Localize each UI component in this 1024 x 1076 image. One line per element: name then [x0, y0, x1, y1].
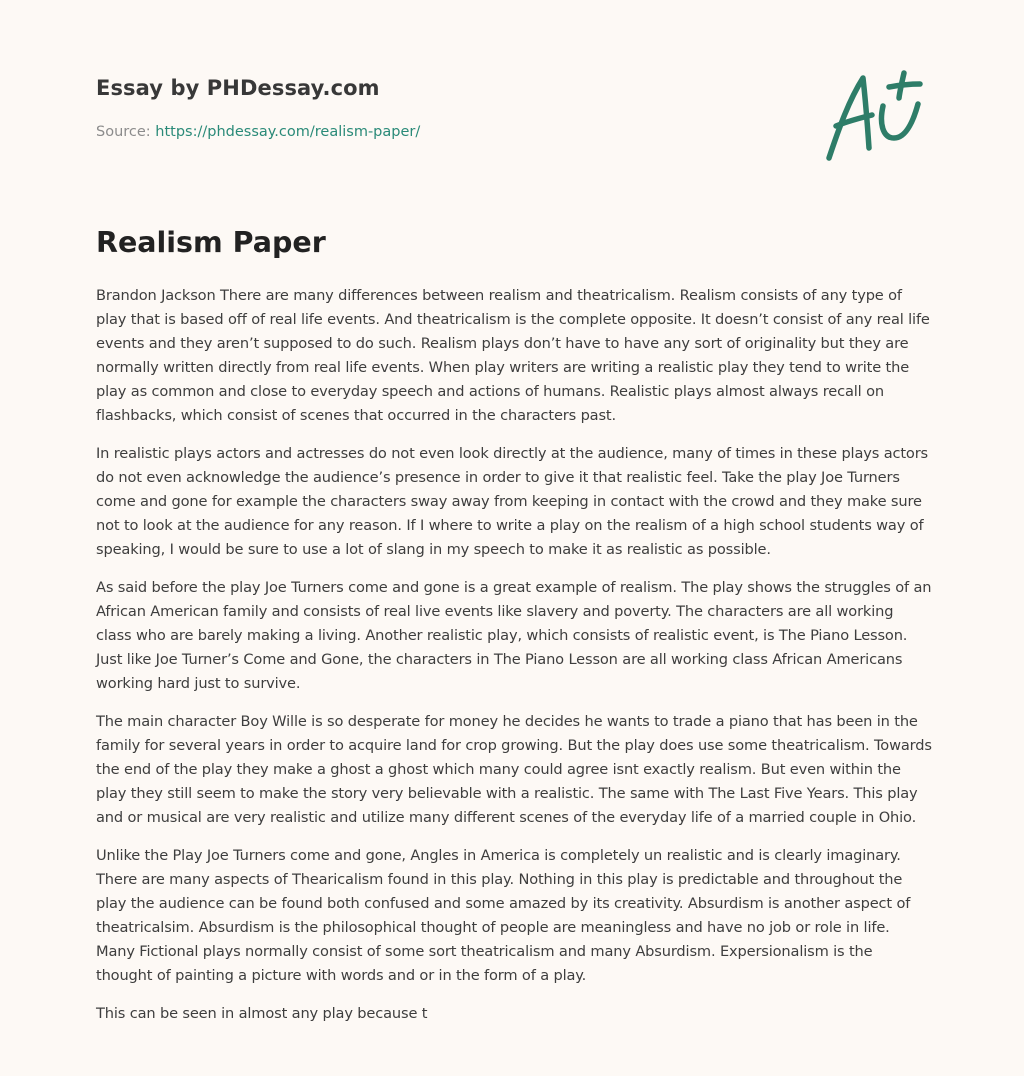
essay-paragraph-3: As said before the play Joe Turners come and gone is a great example of realism. The play shows the struggles of an African American family and consists of real live events like slavery and poverty. The characters are all working class who are barely making a living. Another realistic play, which consists of realistic event, is The Piano Lesson. Just like Joe Turner’s Come and Gone, the characters in The Piano Lesson are all working class African Americans working hard just to survive. — [96, 579, 932, 692]
essay-paragraph-2: In realistic plays actors and actresses do not even look directly at the audience, many of times in these plays actors do not even acknowledge the audience’s presence in order to give it that realistic feel. Take the play Joe Turners come and gone for example the characters sway away from keeping in contact with the crowd and they make sure not to look at the audience for any reason. If I where to write a play on the realism of a high school students way of speaking, I would be sure to use a lot of slang in my speech to make it as realistic as possible. — [96, 445, 929, 558]
source-link[interactable]: https://phdessay.com/realism-paper/ — [155, 124, 421, 140]
source-line — [96, 124, 420, 140]
essay-title: Realism Paper — [96, 226, 326, 259]
essay-paragraph-4: The main character Boy Wille is so desperate for money he decides he wants to trade a piano that has been in the family for several years in order to acquire land for crop growing. But the play does use some theatricalism. Towards the end of the play they make a ghost a ghost which many could agree isnt exactly realism. But even within the play they still seem to make the story very believable with a realistic. The same with The Last Five Years. This play and or musical are very realistic and utilize many different scenes of the everyday life of a married couple in Ohio. — [96, 713, 932, 826]
site-title: Essay by PHDessay.com — [96, 76, 380, 100]
essay-paragraph-6: This can be seen in almost any play because t — [96, 1005, 428, 1022]
essay-body — [96, 284, 932, 1040]
essay-paragraph-5: Unlike the Play Joe Turners come and gone, Angles in America is completely un realistic and is clearly imaginary. There are many aspects of Thearicalism found in this play. Nothing in this play is predictable and throughout the play the audience can be found both confused and some amazed by its creativity. Absurdism is another aspect of theatricalsim. Absurdism is the philosophical thought of people are meaningless and have no job or role in life. Many Fictional plays normally consist of some sort theatricalism and many Absurdism. Expersionalism is the thought of painting a picture with words and or in the form of a play. — [96, 847, 911, 984]
a-plus-logo — [820, 66, 930, 166]
essay-paragraph-1: Brandon Jackson There are many differences between realism and theatricalism. Realism consists of any type of play that is based off of real life events. And theatricalism is the complete opposite. It doesn’t consist of any real life events and they aren’t supposed to do such. Realism plays don’t have to have any sort of originality but they are normally written directly from real life events. When play writers are writing a realistic play they tend to write the play as common and close to everyday speech and actions of humans. Realistic plays almost always recall on flashbacks, which consist of scenes that occurred in the characters past. — [96, 287, 930, 424]
source-label: Source: — [96, 124, 156, 140]
